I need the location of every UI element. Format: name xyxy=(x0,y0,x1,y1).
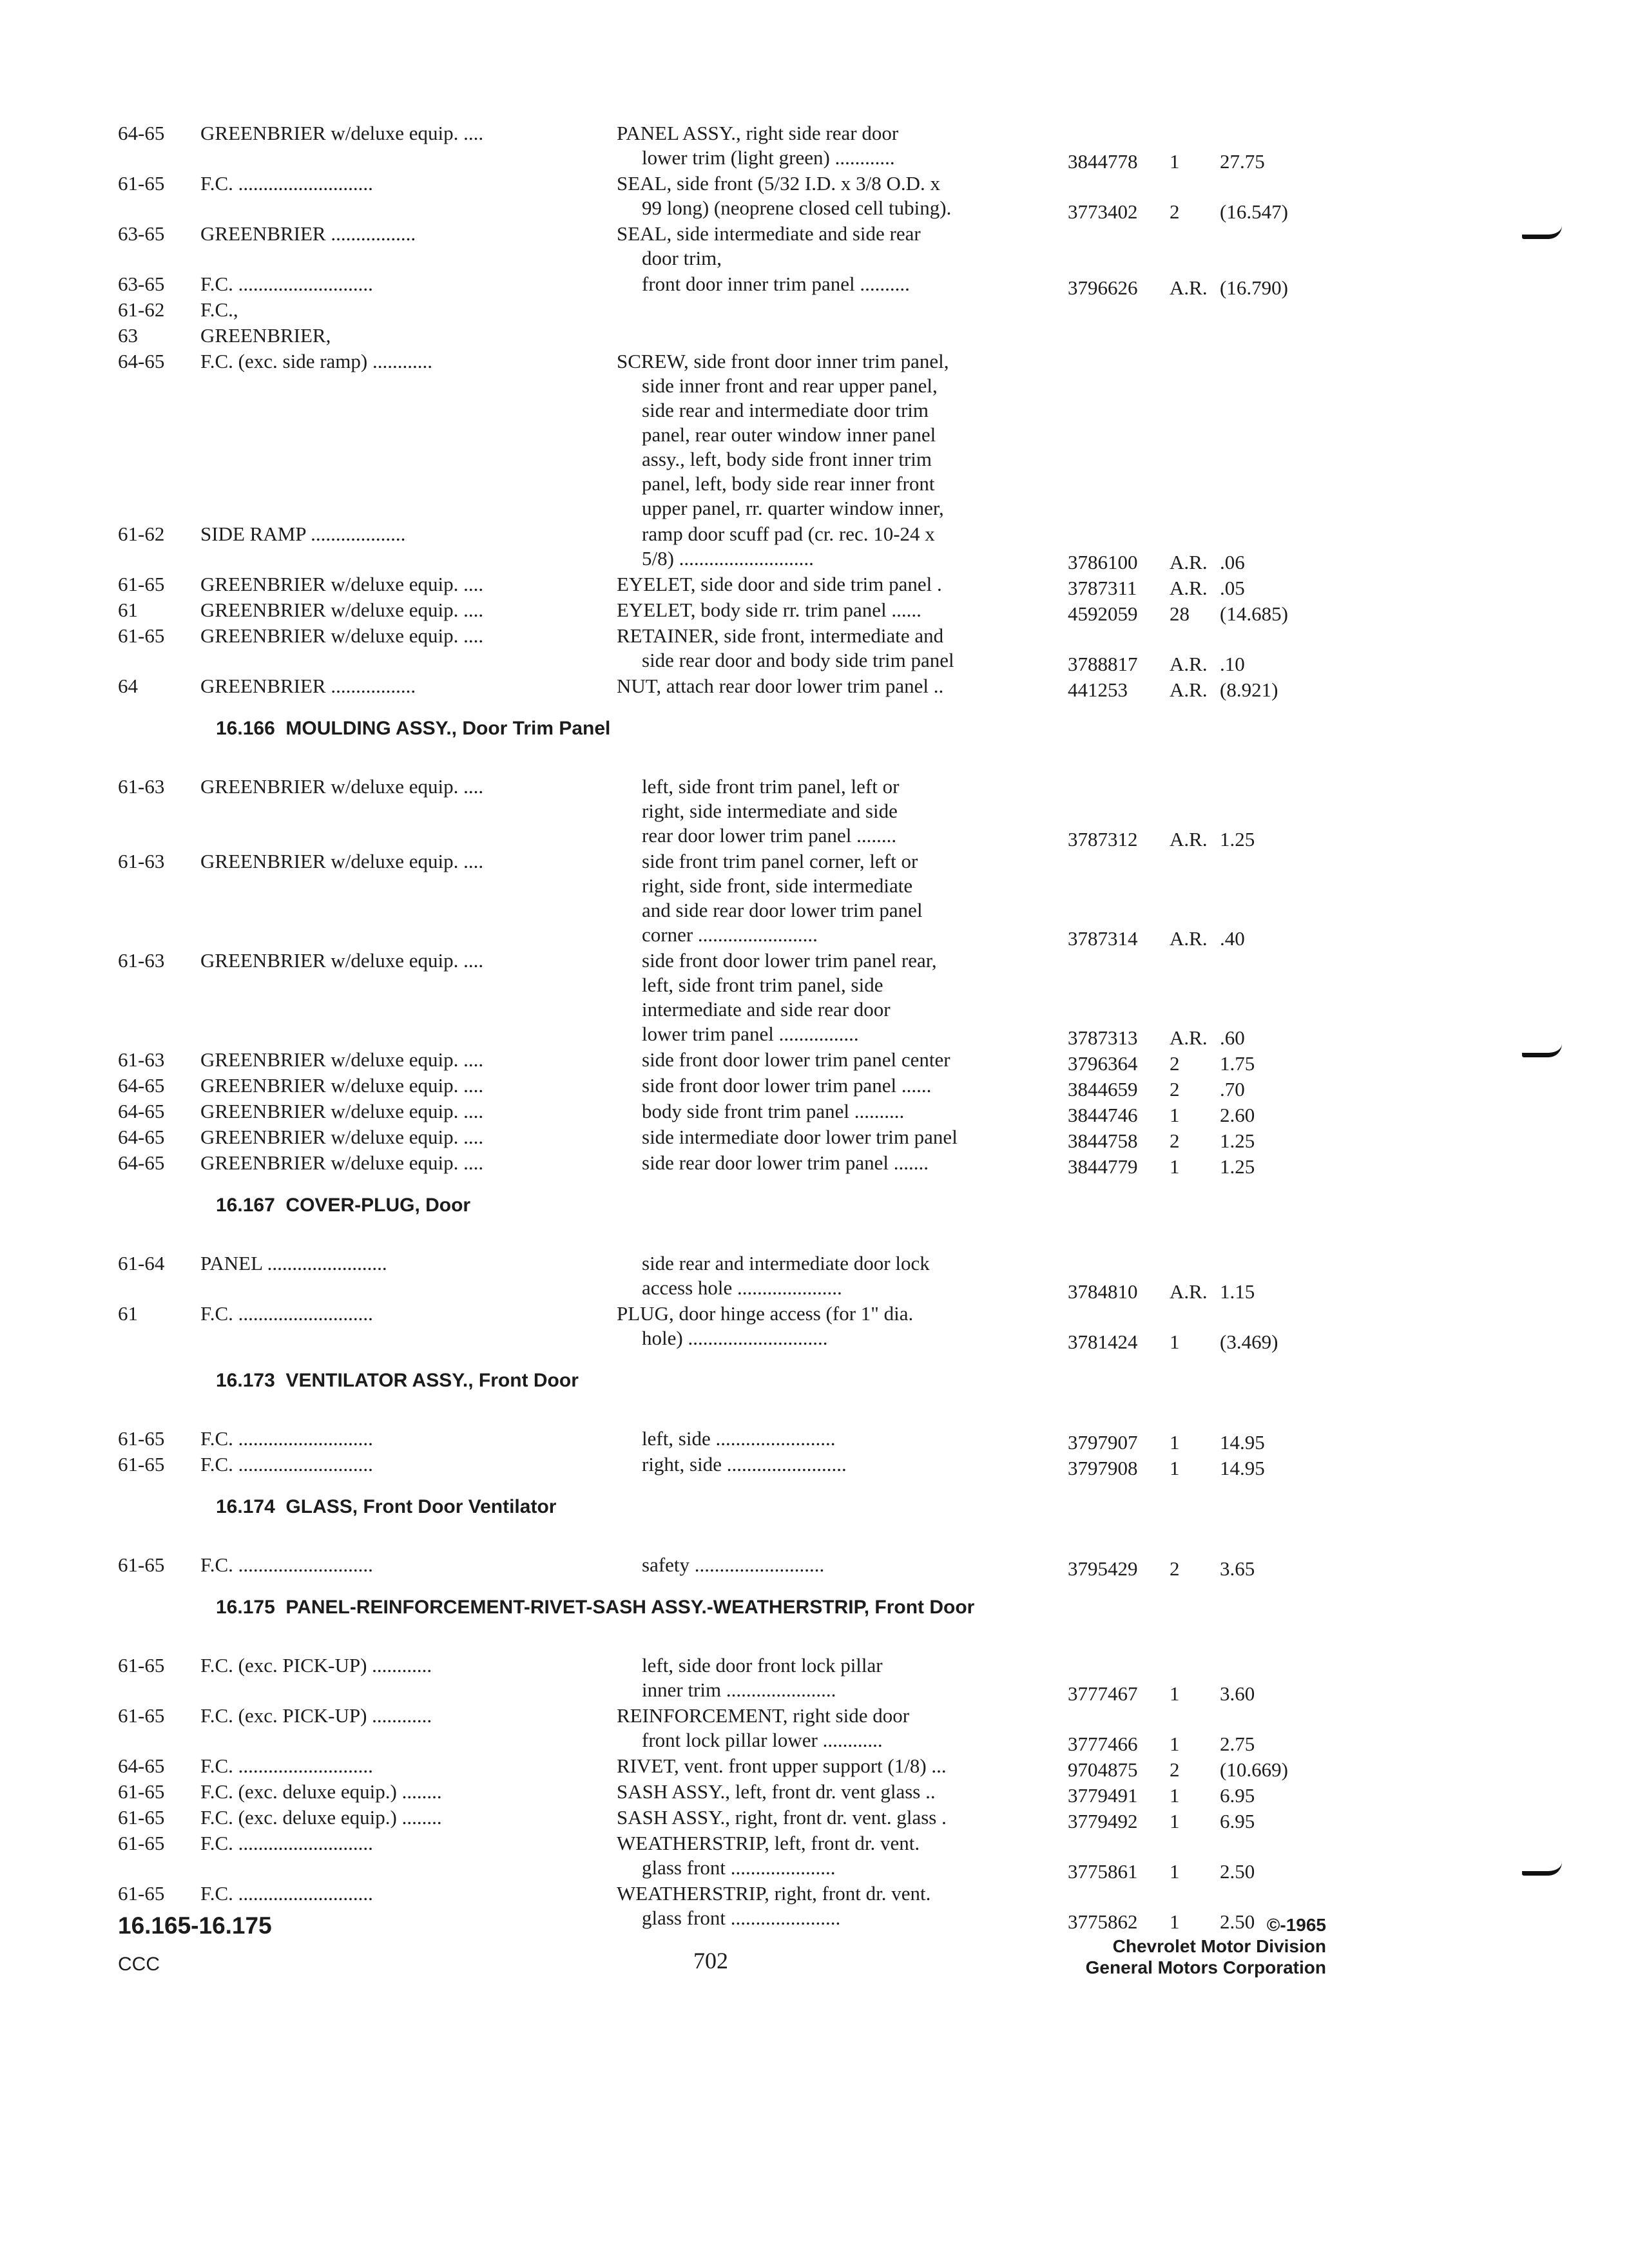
model-cell: GREENBRIER w/deluxe equip. .... xyxy=(200,1126,484,1148)
part-number-cell: 3784810 xyxy=(1068,1280,1138,1303)
description-line: hole) ............................ xyxy=(642,1327,828,1349)
price-cell: 1.25 xyxy=(1220,828,1255,850)
model-cell: GREENBRIER w/deluxe equip. .... xyxy=(200,850,484,872)
part-number-cell: 3844659 xyxy=(1068,1078,1138,1100)
description-line: SASH ASSY., left, front dr. vent glass .. xyxy=(617,1780,936,1803)
model-cell: F.C. (exc. PICK-UP) ............ xyxy=(200,1654,432,1677)
years-cell: 61-62 xyxy=(118,298,165,321)
description-line: right, side intermediate and side xyxy=(642,800,898,822)
description-line: SEAL, side intermediate and side rear xyxy=(617,222,921,245)
price-cell: (16.547) xyxy=(1220,200,1288,223)
model-cell: F.C., xyxy=(200,298,238,321)
quantity-cell: 1 xyxy=(1170,1860,1180,1883)
years-cell: 61-65 xyxy=(118,172,165,195)
price-cell: 1.15 xyxy=(1220,1280,1255,1303)
description-line: lower trim panel ................ xyxy=(642,1023,859,1045)
description-line: NUT, attach rear door lower trim panel .. xyxy=(617,675,944,697)
model-cell: PANEL ........................ xyxy=(200,1252,387,1274)
price-cell: (8.921) xyxy=(1220,678,1278,701)
description-line: side rear and intermediate door trim xyxy=(642,399,929,421)
section-heading: 16.174 GLASS, Front Door Ventilator xyxy=(216,1496,557,1517)
description-line: side inner front and rear upper panel, xyxy=(642,374,938,397)
price-cell: 3.65 xyxy=(1220,1557,1255,1580)
quantity-cell: A.R. xyxy=(1170,1026,1208,1049)
part-number-cell: 3844746 xyxy=(1068,1104,1138,1126)
description-line: side intermediate door lower trim panel xyxy=(642,1126,958,1148)
part-number-cell: 3788817 xyxy=(1068,653,1138,675)
description-line: rear door lower trim panel ........ xyxy=(642,824,897,847)
years-cell: 61-65 xyxy=(118,1427,165,1450)
footer-division: Chevrolet Motor Division xyxy=(1112,1936,1326,1956)
description-line: left, side front trim panel, left or xyxy=(642,775,900,798)
description-line: glass front ...................... xyxy=(642,1907,841,1929)
years-cell: 61-63 xyxy=(118,1048,165,1071)
quantity-cell: 1 xyxy=(1170,1104,1180,1126)
part-number-cell: 3773402 xyxy=(1068,200,1138,223)
description-line: side rear door lower trim panel ....... xyxy=(642,1151,929,1174)
description-line: SEAL, side front (5/32 I.D. x 3/8 O.D. x xyxy=(617,172,940,195)
years-cell: 61-65 xyxy=(118,573,165,595)
description-line: front lock pillar lower ............ xyxy=(642,1729,883,1751)
description-line: glass front ..................... xyxy=(642,1856,836,1879)
footer-range: 16.165-16.175 xyxy=(118,1912,272,1939)
quantity-cell: 1 xyxy=(1170,1457,1180,1479)
part-number-cell: 3796364 xyxy=(1068,1052,1138,1075)
model-cell: GREENBRIER w/deluxe equip. .... xyxy=(200,599,484,621)
years-cell: 61-62 xyxy=(118,523,165,545)
price-cell: .60 xyxy=(1220,1026,1245,1049)
quantity-cell: 2 xyxy=(1170,1758,1180,1781)
part-number-cell: 3797907 xyxy=(1068,1431,1138,1454)
years-cell: 63-65 xyxy=(118,273,165,295)
years-cell: 61-65 xyxy=(118,1453,165,1475)
price-cell: 2.75 xyxy=(1220,1733,1255,1755)
years-cell: 61-65 xyxy=(118,1553,165,1576)
quantity-cell: A.R. xyxy=(1170,678,1208,701)
part-number-cell: 3844778 xyxy=(1068,150,1138,173)
price-cell: 27.75 xyxy=(1220,150,1265,173)
part-number-cell: 3786100 xyxy=(1068,551,1138,573)
description-line: ramp door scuff pad (cr. rec. 10-24 x xyxy=(642,523,935,545)
model-cell: F.C. (exc. PICK-UP) ............ xyxy=(200,1704,432,1727)
price-cell: .05 xyxy=(1220,577,1245,599)
model-cell: GREENBRIER w/deluxe equip. .... xyxy=(200,573,484,595)
years-cell: 63-65 xyxy=(118,222,165,245)
description-line: inner trim ...................... xyxy=(642,1678,836,1701)
model-cell: GREENBRIER ................. xyxy=(200,675,416,697)
footer-code: CCC xyxy=(118,1954,160,1975)
description-line: side front door lower trim panel center xyxy=(642,1048,950,1071)
quantity-cell: A.R. xyxy=(1170,276,1208,299)
years-cell: 61 xyxy=(118,599,138,621)
years-cell: 61-65 xyxy=(118,1654,165,1677)
quantity-cell: A.R. xyxy=(1170,653,1208,675)
description-line: access hole ..................... xyxy=(642,1276,842,1299)
description-line: intermediate and side rear door xyxy=(642,998,891,1021)
years-cell: 61-63 xyxy=(118,775,165,798)
quantity-cell: A.R. xyxy=(1170,551,1208,573)
description-line: and side rear door lower trim panel xyxy=(642,899,923,921)
part-number-cell: 3779492 xyxy=(1068,1810,1138,1832)
part-number-cell: 4592059 xyxy=(1068,602,1138,625)
page-number: 702 xyxy=(693,1948,728,1974)
description-line: side rear door and body side trim panel xyxy=(642,649,954,671)
part-number-cell: 441253 xyxy=(1068,678,1128,701)
quantity-cell: 1 xyxy=(1170,1784,1180,1807)
description-line: safety .......................... xyxy=(642,1553,825,1576)
part-number-cell: 3787314 xyxy=(1068,927,1138,950)
part-number-cell: 3787312 xyxy=(1068,828,1138,850)
description-line: PANEL ASSY., right side rear door xyxy=(617,122,899,144)
model-cell: F.C. ........................... xyxy=(200,1832,373,1854)
years-cell: 61-64 xyxy=(118,1252,165,1274)
price-cell: .40 xyxy=(1220,927,1245,950)
description-line: left, side door front lock pillar xyxy=(642,1654,883,1677)
part-number-cell: 3775861 xyxy=(1068,1860,1138,1883)
years-cell: 64-65 xyxy=(118,350,165,372)
model-cell: SIDE RAMP ................... xyxy=(200,523,406,545)
price-cell: 14.95 xyxy=(1220,1457,1265,1479)
quantity-cell: A.R. xyxy=(1170,828,1208,850)
description-line: side front door lower trim panel rear, xyxy=(642,949,937,972)
quantity-cell: 1 xyxy=(1170,1733,1180,1755)
price-cell: 1.25 xyxy=(1220,1155,1255,1178)
description-line: RETAINER, side front, intermediate and xyxy=(617,624,944,647)
description-line: 99 long) (neoprene closed cell tubing). xyxy=(642,197,952,219)
quantity-cell: 2 xyxy=(1170,1052,1180,1075)
quantity-cell: 1 xyxy=(1170,1331,1180,1353)
part-number-cell: 3844758 xyxy=(1068,1129,1138,1152)
years-cell: 61-65 xyxy=(118,1806,165,1829)
price-cell: 2.60 xyxy=(1220,1104,1255,1126)
years-cell: 64-65 xyxy=(118,1100,165,1122)
quantity-cell: 28 xyxy=(1170,602,1190,625)
years-cell: 61-63 xyxy=(118,850,165,872)
years-cell: 64-65 xyxy=(118,1126,165,1148)
part-number-cell: 3795429 xyxy=(1068,1557,1138,1580)
part-number-cell: 3775862 xyxy=(1068,1910,1138,1933)
footer-corporation: General Motors Corporation xyxy=(1085,1957,1326,1977)
years-cell: 61-65 xyxy=(118,1780,165,1803)
description-line: door trim, xyxy=(642,247,722,269)
years-cell: 61-65 xyxy=(118,1832,165,1854)
model-cell: F.C. (exc. side ramp) ............ xyxy=(200,350,432,372)
model-cell: GREENBRIER w/deluxe equip. .... xyxy=(200,1048,484,1071)
model-cell: GREENBRIER w/deluxe equip. .... xyxy=(200,624,484,647)
years-cell: 61-63 xyxy=(118,949,165,972)
price-cell: 2.50 xyxy=(1220,1910,1255,1933)
description-line: front door inner trim panel .......... xyxy=(642,273,910,295)
part-number-cell: 3787313 xyxy=(1068,1026,1138,1049)
model-cell: F.C. (exc. deluxe equip.) ........ xyxy=(200,1806,442,1829)
description-line: panel, left, body side rear inner front xyxy=(642,472,935,495)
quantity-cell: 1 xyxy=(1170,1155,1180,1178)
price-cell: .70 xyxy=(1220,1078,1245,1100)
model-cell: F.C. (exc. deluxe equip.) ........ xyxy=(200,1780,442,1803)
model-cell: GREENBRIER ................. xyxy=(200,222,416,245)
section-heading: 16.173 VENTILATOR ASSY., Front Door xyxy=(216,1370,579,1391)
model-cell: GREENBRIER w/deluxe equip. .... xyxy=(200,1074,484,1097)
model-cell: F.C. ........................... xyxy=(200,1754,373,1777)
description-line: side front trim panel corner, left or xyxy=(642,850,918,872)
description-line: left, side front trim panel, side xyxy=(642,974,883,996)
price-cell: (10.669) xyxy=(1220,1758,1288,1781)
model-cell: F.C. ........................... xyxy=(200,1453,373,1475)
description-line: right, side front, side intermediate xyxy=(642,874,913,897)
model-cell: F.C. ........................... xyxy=(200,1302,373,1325)
model-cell: F.C. ........................... xyxy=(200,1882,373,1905)
description-line: panel, rear outer window inner panel xyxy=(642,423,936,446)
price-cell: (3.469) xyxy=(1220,1331,1278,1353)
part-number-cell: 3779491 xyxy=(1068,1784,1138,1807)
description-line: EYELET, side door and side trim panel . xyxy=(617,573,942,595)
quantity-cell: A.R. xyxy=(1170,577,1208,599)
years-cell: 61-65 xyxy=(118,1882,165,1905)
footer-copyright: ©-1965 xyxy=(1266,1915,1326,1935)
years-cell: 64-65 xyxy=(118,1151,165,1174)
description-line: 5/8) ........................... xyxy=(642,547,814,570)
price-cell: 6.95 xyxy=(1220,1810,1255,1832)
price-cell: 3.60 xyxy=(1220,1682,1255,1705)
years-cell: 61-65 xyxy=(118,1704,165,1727)
years-cell: 64 xyxy=(118,675,138,697)
years-cell: 64-65 xyxy=(118,1754,165,1777)
part-number-cell: 3796626 xyxy=(1068,276,1138,299)
description-line: EYELET, body side rr. trim panel ...... xyxy=(617,599,921,621)
model-cell: F.C. ........................... xyxy=(200,172,373,195)
price-cell: .10 xyxy=(1220,653,1245,675)
section-heading: 16.167 COVER-PLUG, Door xyxy=(216,1195,471,1216)
price-cell: (14.685) xyxy=(1220,602,1288,625)
description-line: REINFORCEMENT, right side door xyxy=(617,1704,910,1727)
quantity-cell: 2 xyxy=(1170,200,1180,223)
model-cell: F.C. ........................... xyxy=(200,273,373,295)
years-cell: 61-65 xyxy=(118,624,165,647)
price-cell: .06 xyxy=(1220,551,1245,573)
model-cell: GREENBRIER, xyxy=(200,324,331,347)
quantity-cell: A.R. xyxy=(1170,927,1208,950)
description-line: right, side ........................ xyxy=(642,1453,847,1475)
price-cell: 14.95 xyxy=(1220,1431,1265,1454)
model-cell: GREENBRIER w/deluxe equip. .... xyxy=(200,949,484,972)
quantity-cell: 1 xyxy=(1170,1910,1180,1933)
part-number-cell: 3777466 xyxy=(1068,1733,1138,1755)
model-cell: GREENBRIER w/deluxe equip. .... xyxy=(200,122,484,144)
quantity-cell: 1 xyxy=(1170,1431,1180,1454)
description-line: RIVET, vent. front upper support (1/8) ... xyxy=(617,1754,947,1777)
model-cell: F.C. ........................... xyxy=(200,1553,373,1576)
model-cell: F.C. ........................... xyxy=(200,1427,373,1450)
quantity-cell: 2 xyxy=(1170,1078,1180,1100)
quantity-cell: A.R. xyxy=(1170,1280,1208,1303)
description-line: assy., left, body side front inner trim xyxy=(642,448,932,470)
part-number-cell: 3781424 xyxy=(1068,1331,1138,1353)
section-heading: 16.175 PANEL-REINFORCEMENT-RIVET-SASH ASSY.-WEATHERSTRIP, Front Door xyxy=(216,1597,975,1618)
model-cell: GREENBRIER w/deluxe equip. .... xyxy=(200,1100,484,1122)
section-heading: 16.166 MOULDING ASSY., Door Trim Panel xyxy=(216,718,611,739)
years-cell: 64-65 xyxy=(118,122,165,144)
price-cell: 6.95 xyxy=(1220,1784,1255,1807)
quantity-cell: 2 xyxy=(1170,1557,1180,1580)
description-line: lower trim (light green) ............ xyxy=(642,146,895,169)
description-line: body side front trim panel .......... xyxy=(642,1100,905,1122)
model-cell: GREENBRIER w/deluxe equip. .... xyxy=(200,1151,484,1174)
description-line: PLUG, door hinge access (for 1" dia. xyxy=(617,1302,914,1325)
part-number-cell: 3797908 xyxy=(1068,1457,1138,1479)
description-line: WEATHERSTRIP, left, front dr. vent. xyxy=(617,1832,920,1854)
model-cell: GREENBRIER w/deluxe equip. .... xyxy=(200,775,484,798)
description-line: SCREW, side front door inner trim panel, xyxy=(617,350,949,372)
description-line: upper panel, rr. quarter window inner, xyxy=(642,497,944,519)
years-cell: 63 xyxy=(118,324,138,347)
description-line: WEATHERSTRIP, right, front dr. vent. xyxy=(617,1882,931,1905)
price-cell: 1.75 xyxy=(1220,1052,1255,1075)
part-number-cell: 3777467 xyxy=(1068,1682,1138,1705)
part-number-cell: 3787311 xyxy=(1068,577,1137,599)
description-line: SASH ASSY., right, front dr. vent. glass . xyxy=(617,1806,947,1829)
quantity-cell: 2 xyxy=(1170,1129,1180,1152)
price-cell: (16.790) xyxy=(1220,276,1288,299)
quantity-cell: 1 xyxy=(1170,1682,1180,1705)
description-line: left, side ........................ xyxy=(642,1427,836,1450)
description-line: side front door lower trim panel ...... xyxy=(642,1074,932,1097)
price-cell: 1.25 xyxy=(1220,1129,1255,1152)
description-line: corner ........................ xyxy=(642,923,818,946)
part-number-cell: 3844779 xyxy=(1068,1155,1138,1178)
quantity-cell: 1 xyxy=(1170,150,1180,173)
years-cell: 64-65 xyxy=(118,1074,165,1097)
description-line: side rear and intermediate door lock xyxy=(642,1252,930,1274)
years-cell: 61 xyxy=(118,1302,138,1325)
quantity-cell: 1 xyxy=(1170,1810,1180,1832)
part-number-cell: 9704875 xyxy=(1068,1758,1138,1781)
price-cell: 2.50 xyxy=(1220,1860,1255,1883)
